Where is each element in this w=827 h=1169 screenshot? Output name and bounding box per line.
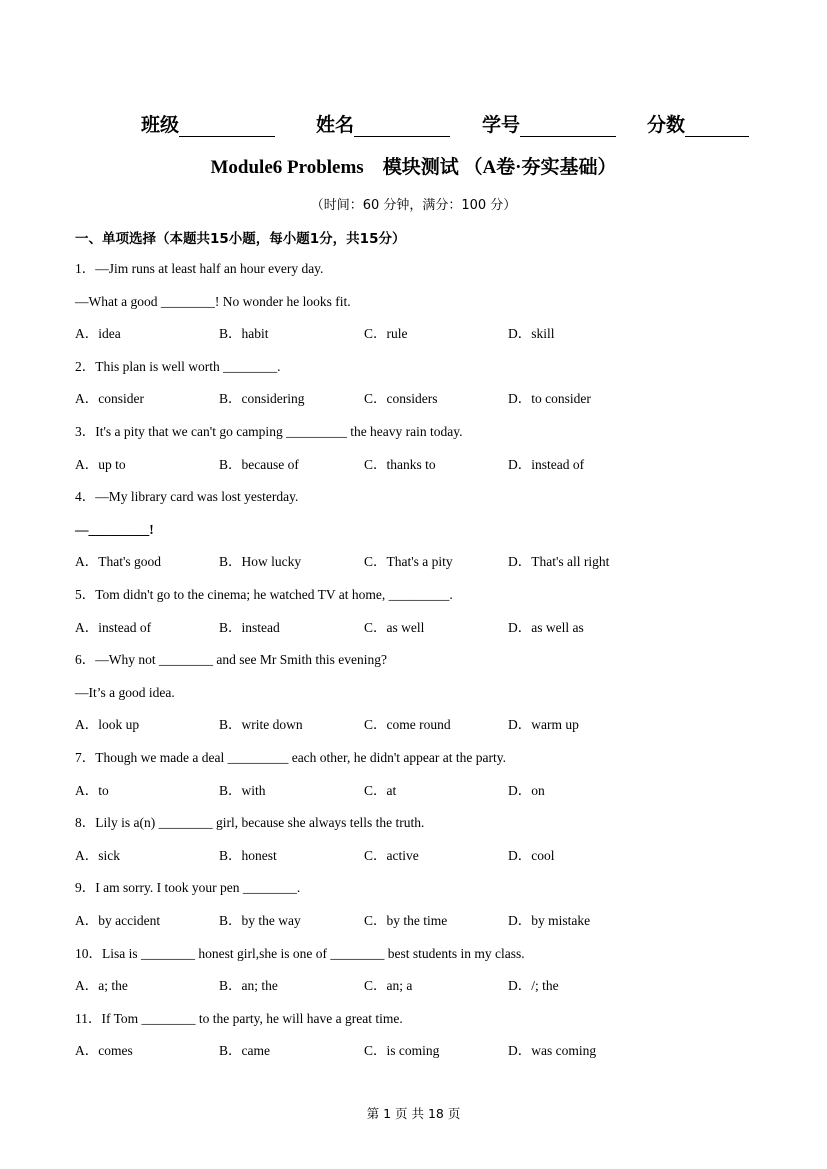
question-3-option-c[interactable]: C．thanks to [364, 456, 436, 472]
question-7-option-a[interactable]: A．to [75, 782, 109, 798]
question-7-line-1: 7．Though we made a deal _________ each other, he didn't appear at the party. [75, 750, 506, 765]
name-label: 姓名 [316, 115, 355, 136]
question-1-option-a[interactable]: A．idea [75, 326, 121, 342]
question-6-option-d[interactable]: D．warm up [508, 717, 579, 733]
question-11-option-b[interactable]: B．came [219, 1043, 270, 1059]
question-8-option-a[interactable]: A．sick [75, 847, 120, 863]
question-5-option-c[interactable]: C．as well [364, 619, 425, 635]
class-label: 班级 [141, 115, 180, 136]
question-6-option-b[interactable]: B．write down [219, 717, 303, 733]
question-7-option-c[interactable]: C．at [364, 782, 397, 798]
question-6-line-1: 6．—Why not ________ and see Mr Smith this evening? [75, 652, 387, 668]
question-9-option-b[interactable]: B．by the way [219, 913, 301, 928]
number-label: 学号 [482, 115, 521, 136]
question-4-option-a[interactable]: A．That's good [75, 554, 162, 570]
question-2-line-1: 2．This plan is well worth ________. [75, 358, 281, 374]
question-2-option-b[interactable]: B．considering [219, 391, 305, 407]
question-11-line-1: 11．If Tom ________ to the party, he will have a great time. [75, 1010, 403, 1026]
question-6-option-a[interactable]: A．look up [75, 717, 140, 733]
question-1-option-c[interactable]: C．rule [364, 326, 408, 342]
question-1-line-2: —What a good ________! No wonder he looks fit. [75, 293, 351, 309]
question-8-option-d[interactable]: D．cool [508, 847, 555, 863]
exam-time-info: （时间：60 分钟，满分：100 分） [310, 198, 517, 213]
question-4-line-2: —_________! [75, 521, 154, 537]
question-10-option-c[interactable]: C．an; a [364, 978, 413, 994]
question-7-option-b[interactable]: B．with [219, 782, 266, 798]
question-6-option-c[interactable]: C．come round [364, 717, 451, 733]
question-5-option-d[interactable]: D．as well as [508, 619, 584, 635]
question-6-line-2: —It’s a good idea. [75, 684, 175, 700]
question-10-option-d[interactable]: D．/; the [508, 978, 559, 994]
question-1-option-d[interactable]: D．skill [508, 326, 555, 342]
question-3-option-b[interactable]: B．because of [219, 456, 299, 472]
page-footer: 第 1 页 共 18 页 [366, 1106, 461, 1121]
question-9-option-d[interactable]: D．by mistake [508, 913, 591, 928]
question-9-option-a[interactable]: A．by accident [75, 913, 161, 928]
question-2-option-d[interactable]: D．to consider [508, 391, 591, 407]
question-8-option-c[interactable]: C．active [364, 847, 419, 863]
question-2-option-a[interactable]: A．consider [75, 391, 144, 407]
question-1-option-b[interactable]: B．habit [219, 326, 269, 342]
question-3-line-1: 3．It's a pity that we can't go camping _________ the heavy rain today. [75, 424, 463, 439]
question-1-line-1: 1．—Jim runs at least half an hour every day. [75, 261, 324, 276]
question-11-option-a[interactable]: A．comes [75, 1043, 133, 1059]
question-5-option-b[interactable]: B．instead [219, 619, 280, 635]
question-5-line-1: 5．Tom didn't go to the cinema; he watched TV at home, _________. [75, 587, 453, 602]
page-title: Module6 Problems 模块测试 （A卷·夯实基础） [210, 157, 617, 178]
question-8-line-1: 8．Lily is a(n) ________ girl, because she always tells the truth. [75, 815, 425, 831]
question-10-option-b[interactable]: B．an; the [219, 978, 278, 994]
section-heading: 一、单项选择（本题共15小题，每小题1分，共15分） [75, 231, 406, 247]
question-8-option-b[interactable]: B．honest [219, 847, 277, 863]
question-11-option-d[interactable]: D．was coming [508, 1043, 597, 1059]
question-5-option-a[interactable]: A．instead of [75, 619, 152, 635]
question-9-option-c[interactable]: C．by the time [364, 913, 448, 928]
question-3-option-d[interactable]: D．instead of [508, 456, 585, 472]
question-9-line-1: 9．I am sorry. I took your pen ________. [75, 880, 301, 896]
question-7-option-d[interactable]: D．on [508, 782, 545, 798]
question-11-option-c[interactable]: C．is coming [364, 1043, 440, 1059]
question-3-option-a[interactable]: A．up to [75, 456, 126, 472]
question-4-line-1: 4．—My library card was lost yesterday. [75, 489, 299, 505]
question-4-option-d[interactable]: D．That's all right [508, 554, 610, 570]
question-10-line-1: 10．Lisa is ________ honest girl,she is one of ________ best students in my class. [75, 945, 525, 961]
question-10-option-a[interactable]: A．a; the [75, 978, 128, 994]
question-4-option-b[interactable]: B．How lucky [219, 554, 302, 570]
score-label: 分数 [647, 115, 686, 136]
question-4-option-c[interactable]: C．That's a pity [364, 554, 453, 570]
question-2-option-c[interactable]: C．considers [364, 391, 438, 407]
